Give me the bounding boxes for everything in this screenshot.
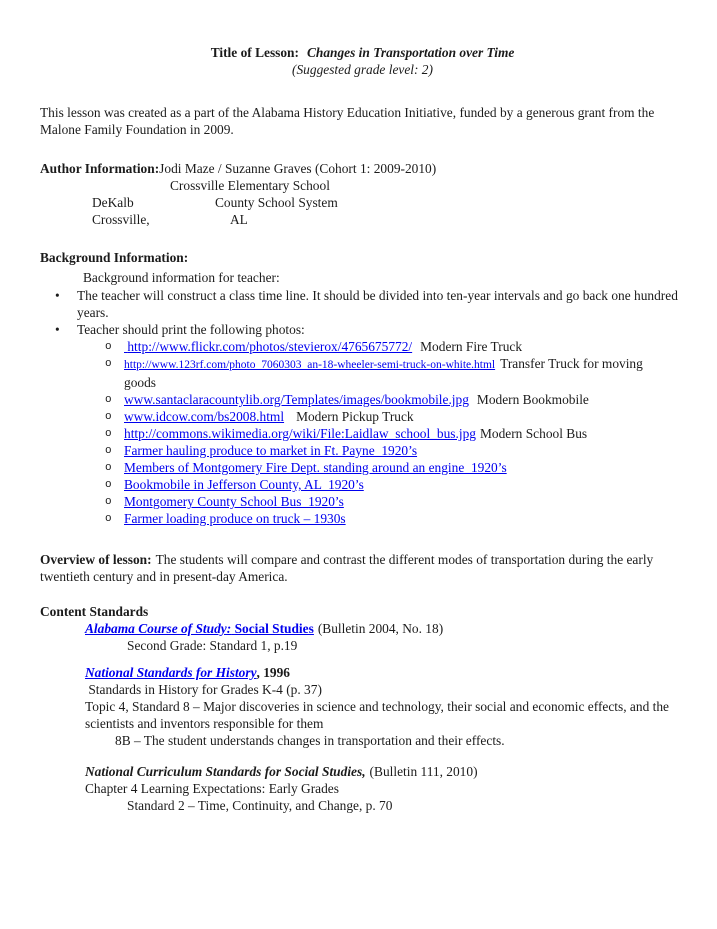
title-label: Title of Lesson: (210, 45, 299, 60)
curriculum-standards-title: National Curriculum Standards for Social Studies, (85, 764, 366, 779)
photo-list-item (105, 459, 699, 476)
circle-bullet-icon: o (105, 394, 112, 406)
author-names: Jodi Maze / Suzanne Graves (Cohort 1: 2009-2010) (159, 161, 437, 176)
second-grade-standard: Second Grade: Standard 1, p.19 (127, 638, 298, 653)
grade-level-note: (Suggested grade level: 2) (292, 62, 433, 77)
curriculum-standard-line (85, 763, 685, 780)
photo-link-bookmobile-jpg[interactable]: www.santaclaracountylib.org/Templates/images/bookmobile.jpg (124, 392, 469, 407)
photo-caption: Modern Fire Truck (420, 339, 523, 354)
curriculum-detail-line: Standard 2 – Time, Continuity, and Change, p. 70 (127, 798, 393, 813)
photo-caption: Modern School Bus (479, 426, 588, 441)
overview-label: Overview of lesson: (40, 552, 152, 567)
overview-paragraph (40, 551, 685, 585)
background-heading: Background Information: (40, 250, 189, 265)
photo-link-farmer-loading-1930s[interactable]: Farmer loading produce on truck – 1930s (124, 511, 346, 526)
circle-bullet-icon: o (105, 411, 112, 423)
circle-bullet-icon: o (105, 341, 112, 353)
alabama-course-of-study-link[interactable] (85, 621, 314, 636)
city-state-line (40, 211, 685, 228)
content-standards-heading: Content Standards (40, 604, 149, 619)
photo-list-item (105, 442, 699, 459)
history-topic-line: Topic 4, Standard 8 – Major discoveries in science and technology, their social and economic effects, and the scientists and inventors responsible for them (85, 699, 673, 731)
photo-link-123rf-semi-truck[interactable]: http://www.123rf.com/photo_7060303_an-18-wheeler-semi-truck-on-white.html (124, 359, 496, 371)
photo-link-montgomery-school-bus-1920s[interactable]: Montgomery County School Bus 1920’s (124, 494, 344, 509)
history-grades-line: Standards in History for Grades K-4 (p. 37) (85, 682, 322, 697)
alabama-link-italic-part: Alabama Course of Study: (85, 621, 232, 636)
bullet-icon: • (55, 322, 60, 337)
photo-list-item (105, 338, 699, 355)
photo-list-item (105, 476, 699, 493)
author-info-label: Author Information: (40, 161, 160, 176)
photo-caption: Modern Pickup Truck (296, 409, 414, 424)
city-name: Crossville, (92, 212, 150, 227)
bullet-icon: • (55, 288, 60, 303)
photo-link-montgomery-fire-dept-1920s[interactable]: Members of Montgomery Fire Dept. standing around an engine 1920’s (124, 460, 507, 475)
photo-link-wikimedia-school-bus[interactable]: http://commons.wikimedia.org/wiki/File:Laidlaw_school_bus.jpg (124, 426, 476, 441)
circle-bullet-icon: o (105, 462, 112, 474)
photo-list-item (105, 391, 699, 408)
national-standards-history-link[interactable]: National Standards for History (85, 665, 257, 680)
bullet-photos-text: Teacher should print the following photos: (77, 322, 305, 337)
photo-link-flickr-fire-truck[interactable]: http://www.flickr.com/photos/stevierox/4765675772/ (124, 339, 413, 354)
alabama-citation: (Bulletin 2004, No. 18) (317, 621, 444, 636)
photo-list-item (105, 408, 699, 425)
bullet-timeline-text: The teacher will construct a class time line. It should be divided into ten-year intervals and go back one hundred years. (77, 288, 682, 320)
photo-link-bookmobile-jefferson-1920s[interactable]: Bookmobile in Jefferson County, AL 1920’s (124, 477, 364, 492)
curriculum-chapter-line: Chapter 4 Learning Expectations: Early Grades (85, 781, 339, 796)
photo-list-item (105, 355, 676, 391)
photo-link-idcow-pickup[interactable]: www.idcow.com/bs2008.html (124, 409, 285, 424)
circle-bullet-icon: o (105, 479, 112, 491)
school-system-line (40, 194, 685, 211)
photo-list-item (105, 510, 699, 527)
school-system: County School System (215, 195, 338, 210)
overview-text: The students will compare and contrast the different modes of transportation during the early twentieth century and in present-day America. (40, 552, 657, 584)
history-standard-line (85, 664, 685, 681)
alabama-link-bold-part: Social Studies (234, 621, 314, 636)
title-text: Changes in Transportation over Time (306, 45, 515, 60)
intro-paragraph: This lesson was created as a part of the Alabama History Education Initiative, funded by a generous grant from the Malone Family Foundation in 2009. (40, 105, 658, 137)
curriculum-citation: (Bulletin 111, 2010) (369, 764, 478, 779)
bullet-photos (55, 321, 699, 338)
photo-link-farmer-hauling-1920s[interactable]: Farmer hauling produce to market in Ft. Payne 1920’s (124, 443, 418, 458)
alabama-standard-line (85, 620, 685, 637)
circle-bullet-icon: o (105, 496, 112, 508)
state-name: AL (230, 212, 248, 227)
photo-caption: Modern Bookmobile (476, 392, 589, 407)
photo-caption: Transfer Truck for moving goods (124, 356, 647, 390)
bullet-timeline (55, 287, 699, 321)
circle-bullet-icon: o (105, 445, 112, 457)
photo-list-item (105, 493, 699, 510)
circle-bullet-icon: o (105, 513, 112, 525)
circle-bullet-icon: o (105, 358, 112, 370)
school-name: Crossville Elementary School (170, 178, 330, 193)
lesson-title-line (40, 44, 685, 61)
author-info-line (40, 160, 685, 177)
circle-bullet-icon: o (105, 428, 112, 440)
background-subheading: Background information for teacher: (83, 270, 280, 285)
history-8b-line: 8B – The student understands changes in transportation and their effects. (115, 733, 505, 748)
photo-list-item (105, 425, 699, 442)
history-year: , 1996 (256, 665, 290, 680)
county-name: DeKalb (92, 195, 134, 210)
